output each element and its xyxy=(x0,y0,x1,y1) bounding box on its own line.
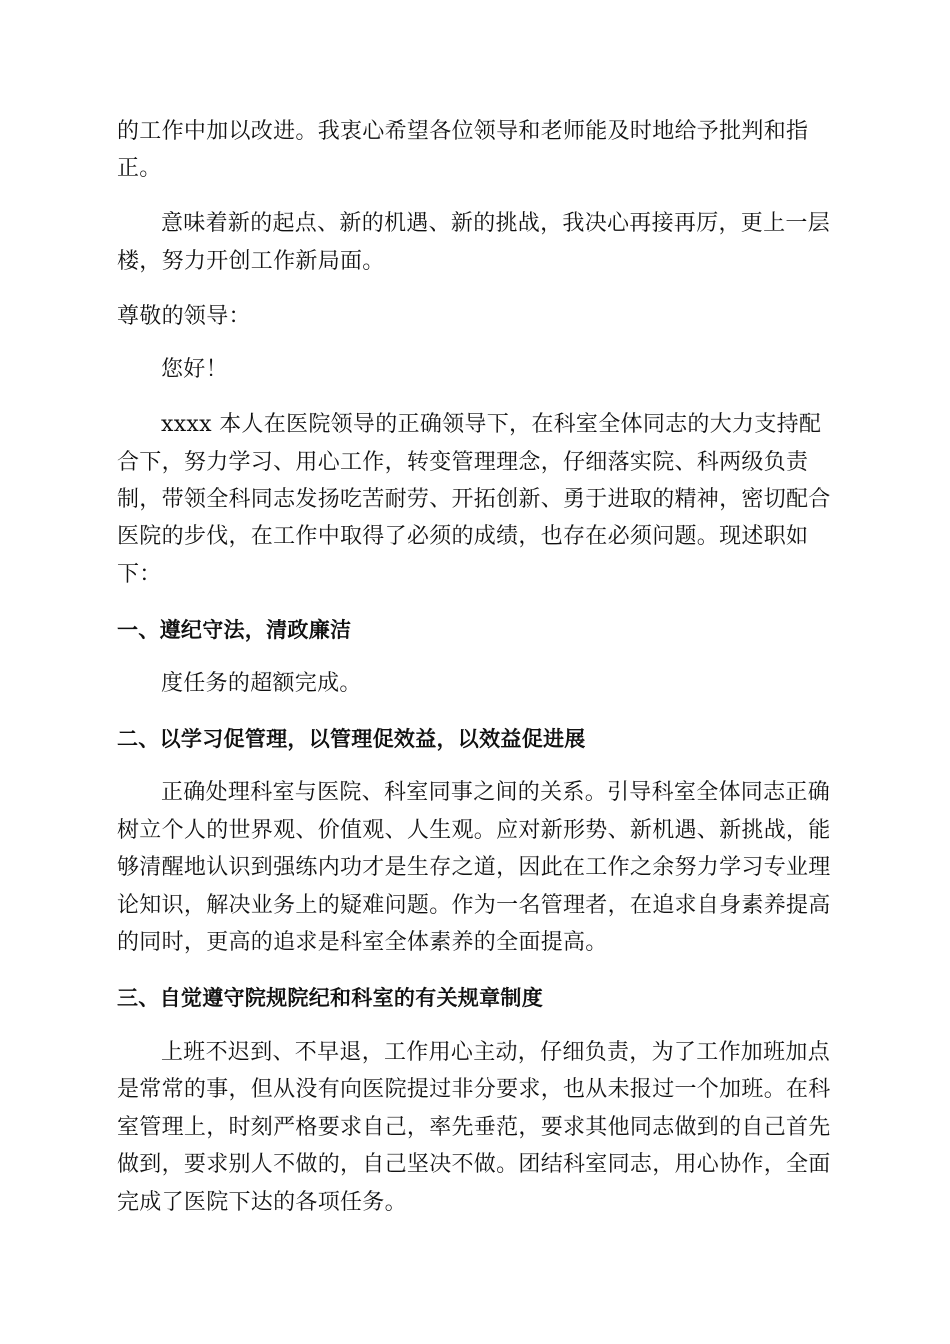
body-line: 论知识，解决业务上的疑难问题。作为一名管理者，在追求自身素养提高 xyxy=(117,893,831,918)
body-line: 正。 xyxy=(117,156,162,181)
body-line: 完成了医院下达的各项任务。 xyxy=(117,1190,407,1215)
body-line: xxxx 本人在医院领导的正确领导下，在科室全体同志的大力支持配 xyxy=(161,412,822,437)
body-line: 合下，努力学习、用心工作，转变管理理念，仔细落实院、科两级负责 xyxy=(117,450,809,475)
body-line: 树立个人的世界观、价值观、人生观。应对新形势、新机遇、新挑战，能 xyxy=(117,818,831,843)
body-line: 做到，要求别人不做的，自己坚决不做。团结科室同志，用心协作，全面 xyxy=(117,1152,831,1177)
greeting: 您好！ xyxy=(161,357,228,382)
body-line: 下： xyxy=(117,562,162,587)
body-line: 楼，努力开创工作新局面。 xyxy=(117,249,385,274)
body-line: 的同时，更高的追求是科室全体素养的全面提高。 xyxy=(117,930,608,955)
body-line: 正确处理科室与医院、科室同事之间的关系。引导科室全体同志正确 xyxy=(161,780,831,805)
body-line: 是常常的事，但从没有向医院提过非分要求，也从未报过一个加班。在科 xyxy=(117,1077,831,1102)
section-heading: 一、遵纪守法，清政廉洁 xyxy=(117,618,352,642)
body-line: 医院的步伐，在工作中取得了必须的成绩，也存在必须问题。现述职如 xyxy=(117,524,809,549)
body-line: 上班不迟到、不早退，工作用心主动，仔细负责，为了工作加班加点 xyxy=(161,1040,831,1065)
salutation: 尊敬的领导： xyxy=(117,304,251,329)
section-heading: 三、自觉遵守院规院纪和科室的有关规章制度 xyxy=(117,986,543,1010)
body-line: 度任务的超额完成。 xyxy=(161,671,362,696)
section-heading: 二、以学习促管理，以管理促效益，以效益促进展 xyxy=(117,727,586,751)
body-line: 的工作中加以改进。我衷心希望各位领导和老师能及时地给予批判和指 xyxy=(117,119,809,144)
body-line: 制，带领全科同志发扬吃苦耐劳、开拓创新、勇于进取的精神，密切配合 xyxy=(117,487,831,512)
body-line: 室管理上，时刻严格要求自己，率先垂范，要求其他同志做到的自己首先 xyxy=(117,1115,831,1140)
body-line: 意味着新的起点、新的机遇、新的挑战，我决心再接再厉，更上一层 xyxy=(161,211,831,236)
body-line: 够清醒地认识到强练内功才是生存之道，因此在工作之余努力学习专业理 xyxy=(117,855,831,880)
